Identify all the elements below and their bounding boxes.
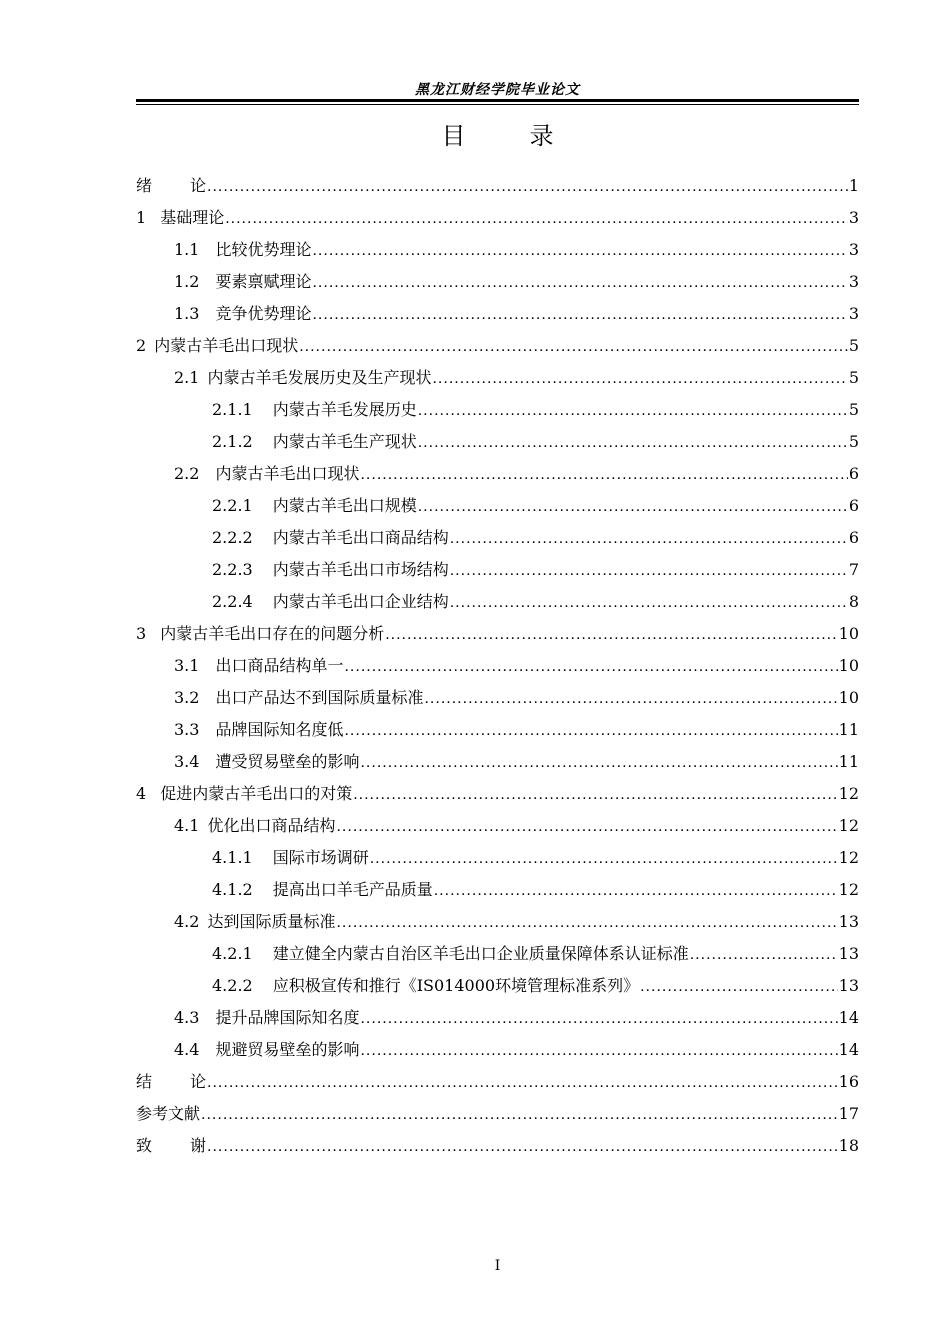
toc-leader-dots [360,1003,837,1035]
toc-entry-number: 4.1.2 [212,880,253,899]
toc-title-char-1: 目 [441,122,466,150]
toc-entry-title: 出口商品结构单一 [215,656,344,675]
toc-entry-number: 2.1.1 [212,400,253,419]
toc-entry-number: 3.3 [174,720,200,739]
toc-entry-page: 3 [848,208,859,227]
toc-entry-page: 5 [848,432,859,451]
toc-entry-title: 基础理论 [160,208,225,227]
toc-entry[interactable] [136,1130,859,1162]
toc-leader-dots [344,715,837,747]
toc-entry-page: 7 [848,560,859,579]
toc-list [136,170,859,1162]
toc-entry-page: 13 [838,912,859,931]
toc-entry-title: 内蒙古羊毛发展历史 [272,400,417,419]
toc-entry-number: 3.2 [174,688,200,707]
toc-leader-dots [640,971,838,1003]
toc-entry-page: 14 [838,1040,859,1059]
toc-leader-dots [207,1067,838,1099]
toc-leader-dots [201,1099,838,1131]
toc-leader-dots [299,331,848,363]
toc-entry-title: 提高出口羊毛产品质量 [272,880,433,899]
toc-entry-title: 结论 [136,1072,245,1091]
page-header: 黑龙江财经学院毕业论文 [415,82,580,98]
toc-leader-dots [207,171,848,203]
toc-leader-dots [360,1035,837,1067]
toc-leader-dots [418,395,848,427]
toc-entry[interactable] [136,1066,859,1098]
toc-leader-dots [225,203,848,235]
toc-entry-title: 内蒙古羊毛出口存在的问题分析 [160,624,385,643]
toc-entry-number: 2 [136,336,147,355]
toc-entry[interactable] [136,682,859,714]
toc-entry-page: 12 [838,816,859,835]
toc-entry[interactable] [136,330,859,362]
toc-leader-dots [434,875,838,907]
toc-entry-page: 6 [848,496,859,515]
toc-entry-number: 3 [136,624,147,643]
toc-entry[interactable] [136,1002,859,1034]
toc-entry[interactable] [136,202,859,234]
toc-leader-dots [690,939,838,971]
toc-entry-page: 12 [838,784,859,803]
toc-leader-dots [336,907,837,939]
toc-entry-page: 5 [848,400,859,419]
toc-entry[interactable] [136,586,859,618]
toc-entry-page: 1 [848,176,859,195]
toc-entry-number: 1 [136,208,147,227]
toc-entry[interactable] [136,426,859,458]
toc-leader-dots [336,811,837,843]
toc-leader-dots [424,683,837,715]
toc-entry-title: 应积极宣传和推行《IS014000环境管理标准系列》 [272,976,640,995]
toc-entry-page: 13 [838,944,859,963]
toc-entry-number: 3.4 [174,752,200,771]
toc-entry[interactable] [136,522,859,554]
toc-entry-title: 要素禀赋理论 [215,272,312,291]
toc-entry[interactable] [136,746,859,778]
toc-entry-number: 4.1.1 [212,848,253,867]
toc-entry[interactable] [136,362,859,394]
toc-entry-title: 国际市场调研 [272,848,369,867]
toc-entry-title: 比较优势理论 [215,240,312,259]
toc-leader-dots [418,491,848,523]
toc-entry[interactable] [136,618,859,650]
toc-entry-page: 5 [848,368,859,387]
toc-entry-page: 13 [838,976,859,995]
toc-leader-dots [450,523,848,555]
toc-leader-dots [312,235,847,267]
toc-entry[interactable] [136,714,859,746]
toc-entry-page: 10 [838,624,859,643]
toc-entry-number: 2.1 [174,368,200,387]
toc-entry-number: 4.3 [174,1008,200,1027]
toc-entry-number: 2.2.2 [212,528,253,547]
toc-title [136,116,859,151]
toc-entry-number: 2.1.2 [212,432,253,451]
toc-entry-number: 4 [136,784,147,803]
toc-entry-page: 14 [838,1008,859,1027]
toc-leader-dots [344,651,837,683]
toc-entry[interactable] [136,778,859,810]
toc-entry-page: 12 [838,848,859,867]
toc-entry-number: 2.2.1 [212,496,253,515]
toc-entry-page: 17 [838,1104,859,1123]
toc-entry-page: 6 [848,528,859,547]
toc-leader-dots [370,843,838,875]
toc-entry-title: 品牌国际知名度低 [215,720,344,739]
header-rule-thick [136,99,859,102]
toc-leader-dots [312,299,847,331]
toc-entry-title: 内蒙古羊毛生产现状 [272,432,417,451]
toc-entry-page: 10 [838,656,859,675]
toc-entry[interactable] [136,458,859,490]
toc-entry-page: 11 [838,752,859,771]
toc-entry[interactable] [136,1034,859,1066]
toc-title-char-2: 录 [529,122,554,150]
toc-entry-number: 2.2.3 [212,560,253,579]
toc-entry-number: 1.3 [174,304,200,323]
toc-entry-title: 出口产品达不到国际质量标准 [215,688,424,707]
toc-entry[interactable] [136,938,859,970]
toc-entry[interactable] [136,650,859,682]
toc-entry-title: 提升品牌国际知名度 [215,1008,360,1027]
toc-entry[interactable] [136,874,859,906]
toc-entry-page: 3 [848,304,859,323]
toc-entry[interactable] [136,970,859,1002]
toc-leader-dots [450,555,848,587]
toc-entry-title: 内蒙古羊毛出口规模 [272,496,417,515]
page-number: I [494,1258,501,1274]
toc-entry[interactable] [136,554,859,586]
toc-entry-page: 3 [848,240,859,259]
toc-entry-title: 规避贸易壁垒的影响 [215,1040,360,1059]
toc-entry-page: 10 [838,688,859,707]
toc-leader-dots [312,267,847,299]
toc-entry-title: 达到国际质量标准 [207,912,336,931]
toc-entry[interactable] [136,234,859,266]
toc-entry-title: 绪论 [136,176,245,195]
toc-entry-page: 3 [848,272,859,291]
toc-leader-dots [432,363,847,395]
toc-leader-dots [360,459,847,491]
toc-entry[interactable] [136,298,859,330]
toc-entry-title: 内蒙古羊毛出口现状 [154,336,299,355]
toc-entry-number: 4.2.1 [212,944,253,963]
toc-entry-number: 2.2 [174,464,200,483]
toc-entry-number: 1.2 [174,272,200,291]
toc-entry-number: 2.2.4 [212,592,253,611]
toc-entry-title: 竞争优势理论 [215,304,312,323]
toc-entry-title: 内蒙古羊毛出口商品结构 [272,528,449,547]
toc-entry-number: 3.1 [174,656,200,675]
toc-entry[interactable] [136,842,859,874]
toc-entry-number: 4.1 [174,816,200,835]
toc-leader-dots [353,779,837,811]
toc-entry-title: 内蒙古羊毛出口现状 [215,464,360,483]
toc-entry-number: 4.2.2 [212,976,253,995]
toc-leader-dots [418,427,848,459]
toc-entry[interactable] [136,394,859,426]
toc-entry-title: 内蒙古羊毛出口市场结构 [272,560,449,579]
toc-entry[interactable] [136,170,859,202]
toc-entry-title: 致谢 [136,1136,245,1155]
toc-leader-dots [450,587,848,619]
toc-entry-title: 建立健全内蒙古自治区羊毛出口企业质量保障体系认证标准 [272,944,689,963]
toc-entry-page: 6 [848,464,859,483]
toc-entry[interactable] [136,266,859,298]
toc-entry-page: 8 [848,592,859,611]
toc-entry-title: 优化出口商品结构 [207,816,336,835]
toc-entry-page: 11 [838,720,859,739]
toc-entry-number: 4.2 [174,912,200,931]
toc-entry-title: 参考文献 [136,1104,201,1123]
toc-entry-title: 促进内蒙古羊毛出口的对策 [160,784,353,803]
toc-entry-page: 18 [838,1136,859,1155]
toc-entry-page: 5 [848,336,859,355]
toc-entry[interactable] [136,1098,859,1130]
toc-entry[interactable] [136,490,859,522]
toc-entry-title: 内蒙古羊毛出口企业结构 [272,592,449,611]
toc-entry-page: 16 [838,1072,859,1091]
toc-entry-number: 4.4 [174,1040,200,1059]
toc-entry[interactable] [136,906,859,938]
header-rule-thin [136,104,859,105]
toc-leader-dots [207,1131,838,1163]
toc-leader-dots [385,619,837,651]
toc-entry-title: 遭受贸易壁垒的影响 [215,752,360,771]
toc-leader-dots [360,747,837,779]
toc-entry-number: 1.1 [174,240,200,259]
toc-entry-page: 12 [838,880,859,899]
toc-entry-title: 内蒙古羊毛发展历史及生产现状 [207,368,432,387]
toc-entry[interactable] [136,810,859,842]
